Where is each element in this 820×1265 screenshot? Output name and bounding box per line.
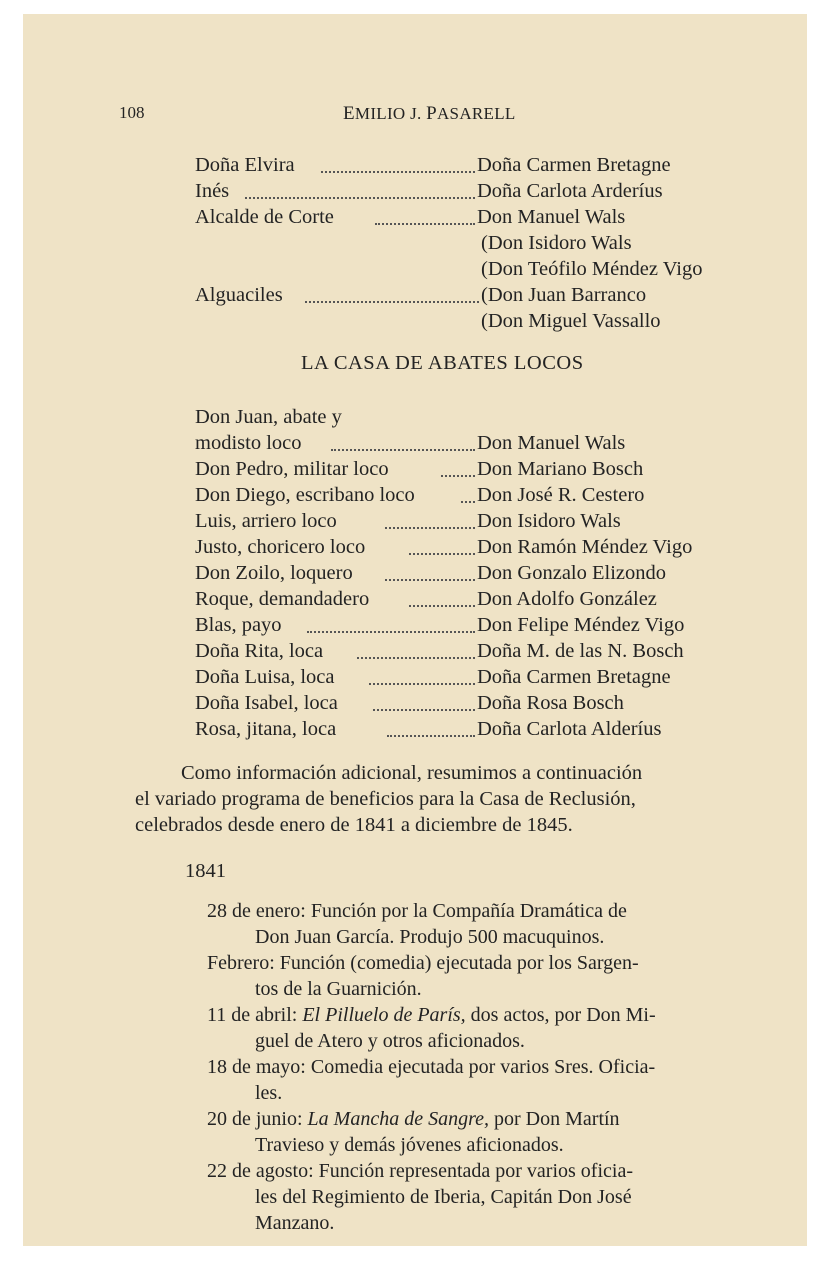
cast-actor: Doña M. de las N. Bosch	[477, 640, 684, 662]
cast-role: Blas, payo	[195, 614, 282, 636]
entry-line	[207, 1002, 656, 1028]
program-entry	[207, 1002, 767, 1054]
year-heading: 1841	[185, 860, 226, 882]
entry-line: guel de Atero y otros aficionados.	[255, 1030, 525, 1052]
leader-dots	[245, 178, 475, 199]
leader-dots	[321, 152, 475, 173]
book-page	[23, 14, 807, 1246]
cast-actor: Don Ramón Méndez Vigo	[477, 536, 693, 558]
author-rest-1: MILIO	[354, 104, 406, 123]
leader-dots	[375, 204, 475, 225]
entry-text: por Don Martín	[489, 1108, 620, 1130]
cast-role: Doña Rita, loca	[195, 640, 324, 662]
author-middle: J.	[410, 104, 422, 123]
leader-dots	[441, 456, 475, 477]
cast-role: Doña Elvira	[195, 154, 295, 176]
cast-2-row	[195, 534, 755, 560]
cast-actor: Don Gonzalo Elizondo	[477, 562, 667, 584]
entry-line: 22 de agosto: Función representada por varios oficia-	[207, 1160, 633, 1182]
cast-2-row	[195, 612, 755, 638]
leader-dots	[331, 430, 475, 451]
cast-actor: Doña Carmen Bretagne	[477, 666, 671, 688]
cast-2-row	[195, 664, 755, 690]
entry-line: Don Juan García. Produjo 500 macuquinos.	[255, 926, 605, 948]
cast-actor: Don Mariano Bosch	[477, 458, 644, 480]
paragraph-line: el variado programa de beneficios para la Casa de Reclusión,	[135, 788, 636, 810]
entry-line: les del Regimiento de Iberia, Capitán Don José	[255, 1186, 632, 1208]
cast-1-row	[195, 308, 755, 334]
cast-2-row	[195, 430, 755, 456]
cast-actor: Doña Rosa Bosch	[477, 692, 624, 714]
cast-1-row	[195, 230, 755, 256]
cast-role: Doña Luisa, loca	[195, 666, 335, 688]
entry-date: 11 de abril:	[207, 1004, 303, 1026]
leader-dots	[305, 282, 479, 303]
leader-dots	[357, 638, 475, 659]
cast-1-row	[195, 204, 755, 230]
cast-actor: Don Felipe Méndez Vigo	[477, 614, 685, 636]
cast-role: Alcalde de Corte	[195, 206, 334, 228]
author-rest-2: ASARELL	[436, 104, 516, 123]
cast-role: Don Pedro, militar loco	[195, 458, 389, 480]
cast-1-row	[195, 256, 755, 282]
paragraph-line: celebrados desde enero de 1841 a diciembre de 1845.	[135, 814, 573, 836]
cast-actor: Doña Carlota Alderíus	[477, 718, 662, 740]
entry-line: les.	[255, 1082, 283, 1104]
cast-2-row	[195, 716, 755, 742]
entry-line: Manzano.	[255, 1212, 335, 1234]
entry-line: Travieso y demás jóvenes aficionados.	[255, 1134, 564, 1156]
program-entry	[207, 1054, 767, 1106]
cast-role: Inés	[195, 180, 230, 202]
entry-line: tos de la Guarnición.	[255, 978, 422, 1000]
leader-dots	[409, 586, 475, 607]
leader-dots	[385, 508, 475, 529]
cast-actor: Don Adolfo González	[477, 588, 657, 610]
cast-2-row	[195, 482, 755, 508]
cast-2-row	[195, 638, 755, 664]
cast-role: Don Zoilo, loquero	[195, 562, 353, 584]
leader-dots	[385, 560, 475, 581]
cast-role: modisto loco	[195, 432, 302, 454]
cast-role: Doña Isabel, loca	[195, 692, 338, 714]
cast-2-first-line	[195, 404, 755, 430]
entry-line: Febrero: Función (comedia) ejecutada por los Sargen-	[207, 952, 639, 974]
entry-text: dos actos, por Don Mi-	[465, 1004, 656, 1026]
program-entry	[207, 1106, 767, 1158]
cast-role: Justo, choricero loco	[195, 536, 366, 558]
cast-actor: Don José R. Cestero	[477, 484, 645, 506]
page-number: 108	[119, 103, 145, 122]
program-entry	[207, 950, 767, 1002]
cast-1-row	[195, 178, 755, 204]
cast-2-row	[195, 690, 755, 716]
cast-1-row	[195, 282, 755, 308]
leader-dots	[307, 612, 475, 633]
section-title: LA CASA DE ABATES LOCOS	[301, 352, 584, 374]
cast-actor: Don Manuel Wals	[477, 432, 626, 454]
running-header-author	[343, 103, 516, 125]
cast-actor: Don Isidoro Wals	[477, 510, 621, 532]
cast-role: Rosa, jitana, loca	[195, 718, 337, 740]
author-initial-1: E	[343, 103, 355, 124]
cast-actor: Doña Carlota Arderíus	[477, 180, 663, 202]
cast-2-row	[195, 508, 755, 534]
entry-line: 18 de mayo: Comedia ejecutada por varios Sres. Oficia-	[207, 1056, 656, 1078]
cast-role: Luis, arriero loco	[195, 510, 337, 532]
program-entry	[207, 898, 767, 950]
cast-1-row	[195, 152, 755, 178]
cast-actor: (Don Juan Barranco	[481, 284, 647, 306]
leader-dots	[373, 690, 475, 711]
cast-role: Don Diego, escribano loco	[195, 484, 415, 506]
entry-line	[207, 1106, 620, 1132]
leader-dots	[461, 482, 475, 503]
cast-2-row	[195, 456, 755, 482]
program-entry	[207, 1158, 767, 1236]
entry-date: 20 de junio:	[207, 1108, 308, 1130]
cast-role: Alguaciles	[195, 284, 283, 306]
cast-actor: Doña Carmen Bretagne	[477, 154, 671, 176]
cast-actor: Don Manuel Wals	[477, 206, 626, 228]
cast-2-row	[195, 586, 755, 612]
cast-actor: (Don Isidoro Wals	[481, 232, 632, 254]
leader-dots	[387, 716, 475, 737]
cast-2-row	[195, 560, 755, 586]
author-initial-2: P	[426, 103, 437, 124]
entry-line: 28 de enero: Función por la Compañía Dramática de	[207, 900, 627, 922]
entry-work-title: El Pilluelo de París,	[302, 1004, 466, 1026]
cast-role: Don Juan, abate y	[195, 406, 342, 428]
cast-role: Roque, demandadero	[195, 588, 370, 610]
entry-work-title: La Mancha de Sangre,	[307, 1108, 490, 1130]
paragraph-line: Como información adicional, resumimos a continuación	[181, 762, 643, 784]
cast-actor: (Don Teófilo Méndez Vigo	[481, 258, 703, 280]
leader-dots	[409, 534, 475, 555]
leader-dots	[369, 664, 475, 685]
cast-actor: (Don Miguel Vassallo	[481, 310, 661, 332]
